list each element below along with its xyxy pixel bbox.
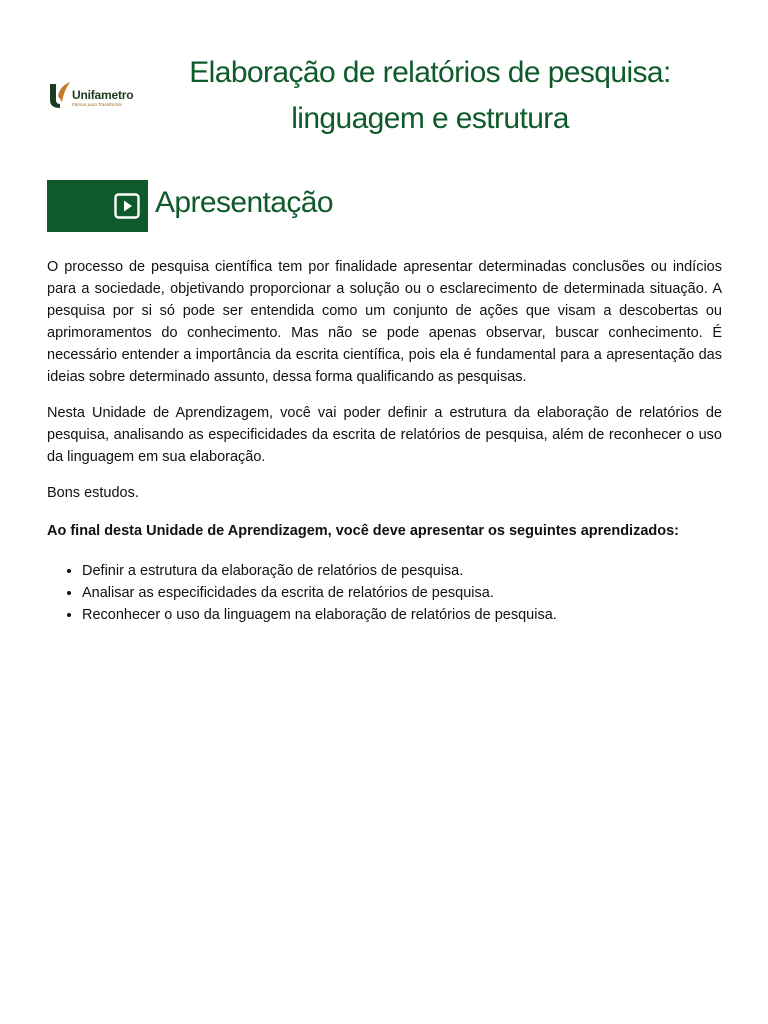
list-item: • Analisar as especificidades da escrita de relatórios de pesquisa. xyxy=(82,582,722,604)
paragraph-intro: O processo de pesquisa científica tem por finalidade apresentar determinadas conclusões ou indícios para a sociedade, objetivando proporcionar a solução ou o esclarecimento de determinada situação. A pesquisa por si só pode ser entendida como um conjunto de ações que visam a descobertas ou aprimoramentos do conhecimento. Mas não se pode apenas observar, buscar conhecimento. É necessário entender a importância da escrita científica, pois ela é fundamental para a apresentação das ideias sobre determinado assunto, dessa forma qualificando as pesquisas. xyxy=(47,259,722,385)
paragraph-unit: Nesta Unidade de Aprendizagem, você vai poder definir a estrutura da elaboração de relatórios de pesquisa, analisando as especificidades da escrita de relatórios de pesquisa, além de reconhecer o uso da linguagem em sua elaboração. xyxy=(47,405,722,465)
document-title xyxy=(150,50,710,142)
section-header xyxy=(47,180,727,232)
content-body xyxy=(47,256,722,626)
logo-tagline: Formar para Transformar xyxy=(72,102,123,107)
objectives-list xyxy=(47,560,722,626)
page-header xyxy=(0,0,768,160)
objectives-heading: Ao final desta Unidade de Aprendizagem, você deve apresentar os seguintes aprendizados: xyxy=(47,523,679,539)
play-square-icon xyxy=(114,193,140,219)
title-line-2: linguagem e estrutura xyxy=(291,102,569,135)
section-title: Apresentação xyxy=(155,186,333,219)
paragraph-closing: Bons estudos. xyxy=(47,485,139,501)
list-item: • Reconhecer o uso da linguagem na elaboração de relatórios de pesquisa. xyxy=(82,604,722,626)
list-item: • Definir a estrutura da elaboração de relatórios de pesquisa. xyxy=(82,560,722,582)
unifametro-logo xyxy=(48,80,144,110)
section-bar xyxy=(47,180,148,232)
title-line-1: Elaboração de relatórios de pesquisa: xyxy=(189,56,671,89)
logo-mark-icon xyxy=(48,80,72,108)
logo-name: Unifametro xyxy=(72,88,134,102)
